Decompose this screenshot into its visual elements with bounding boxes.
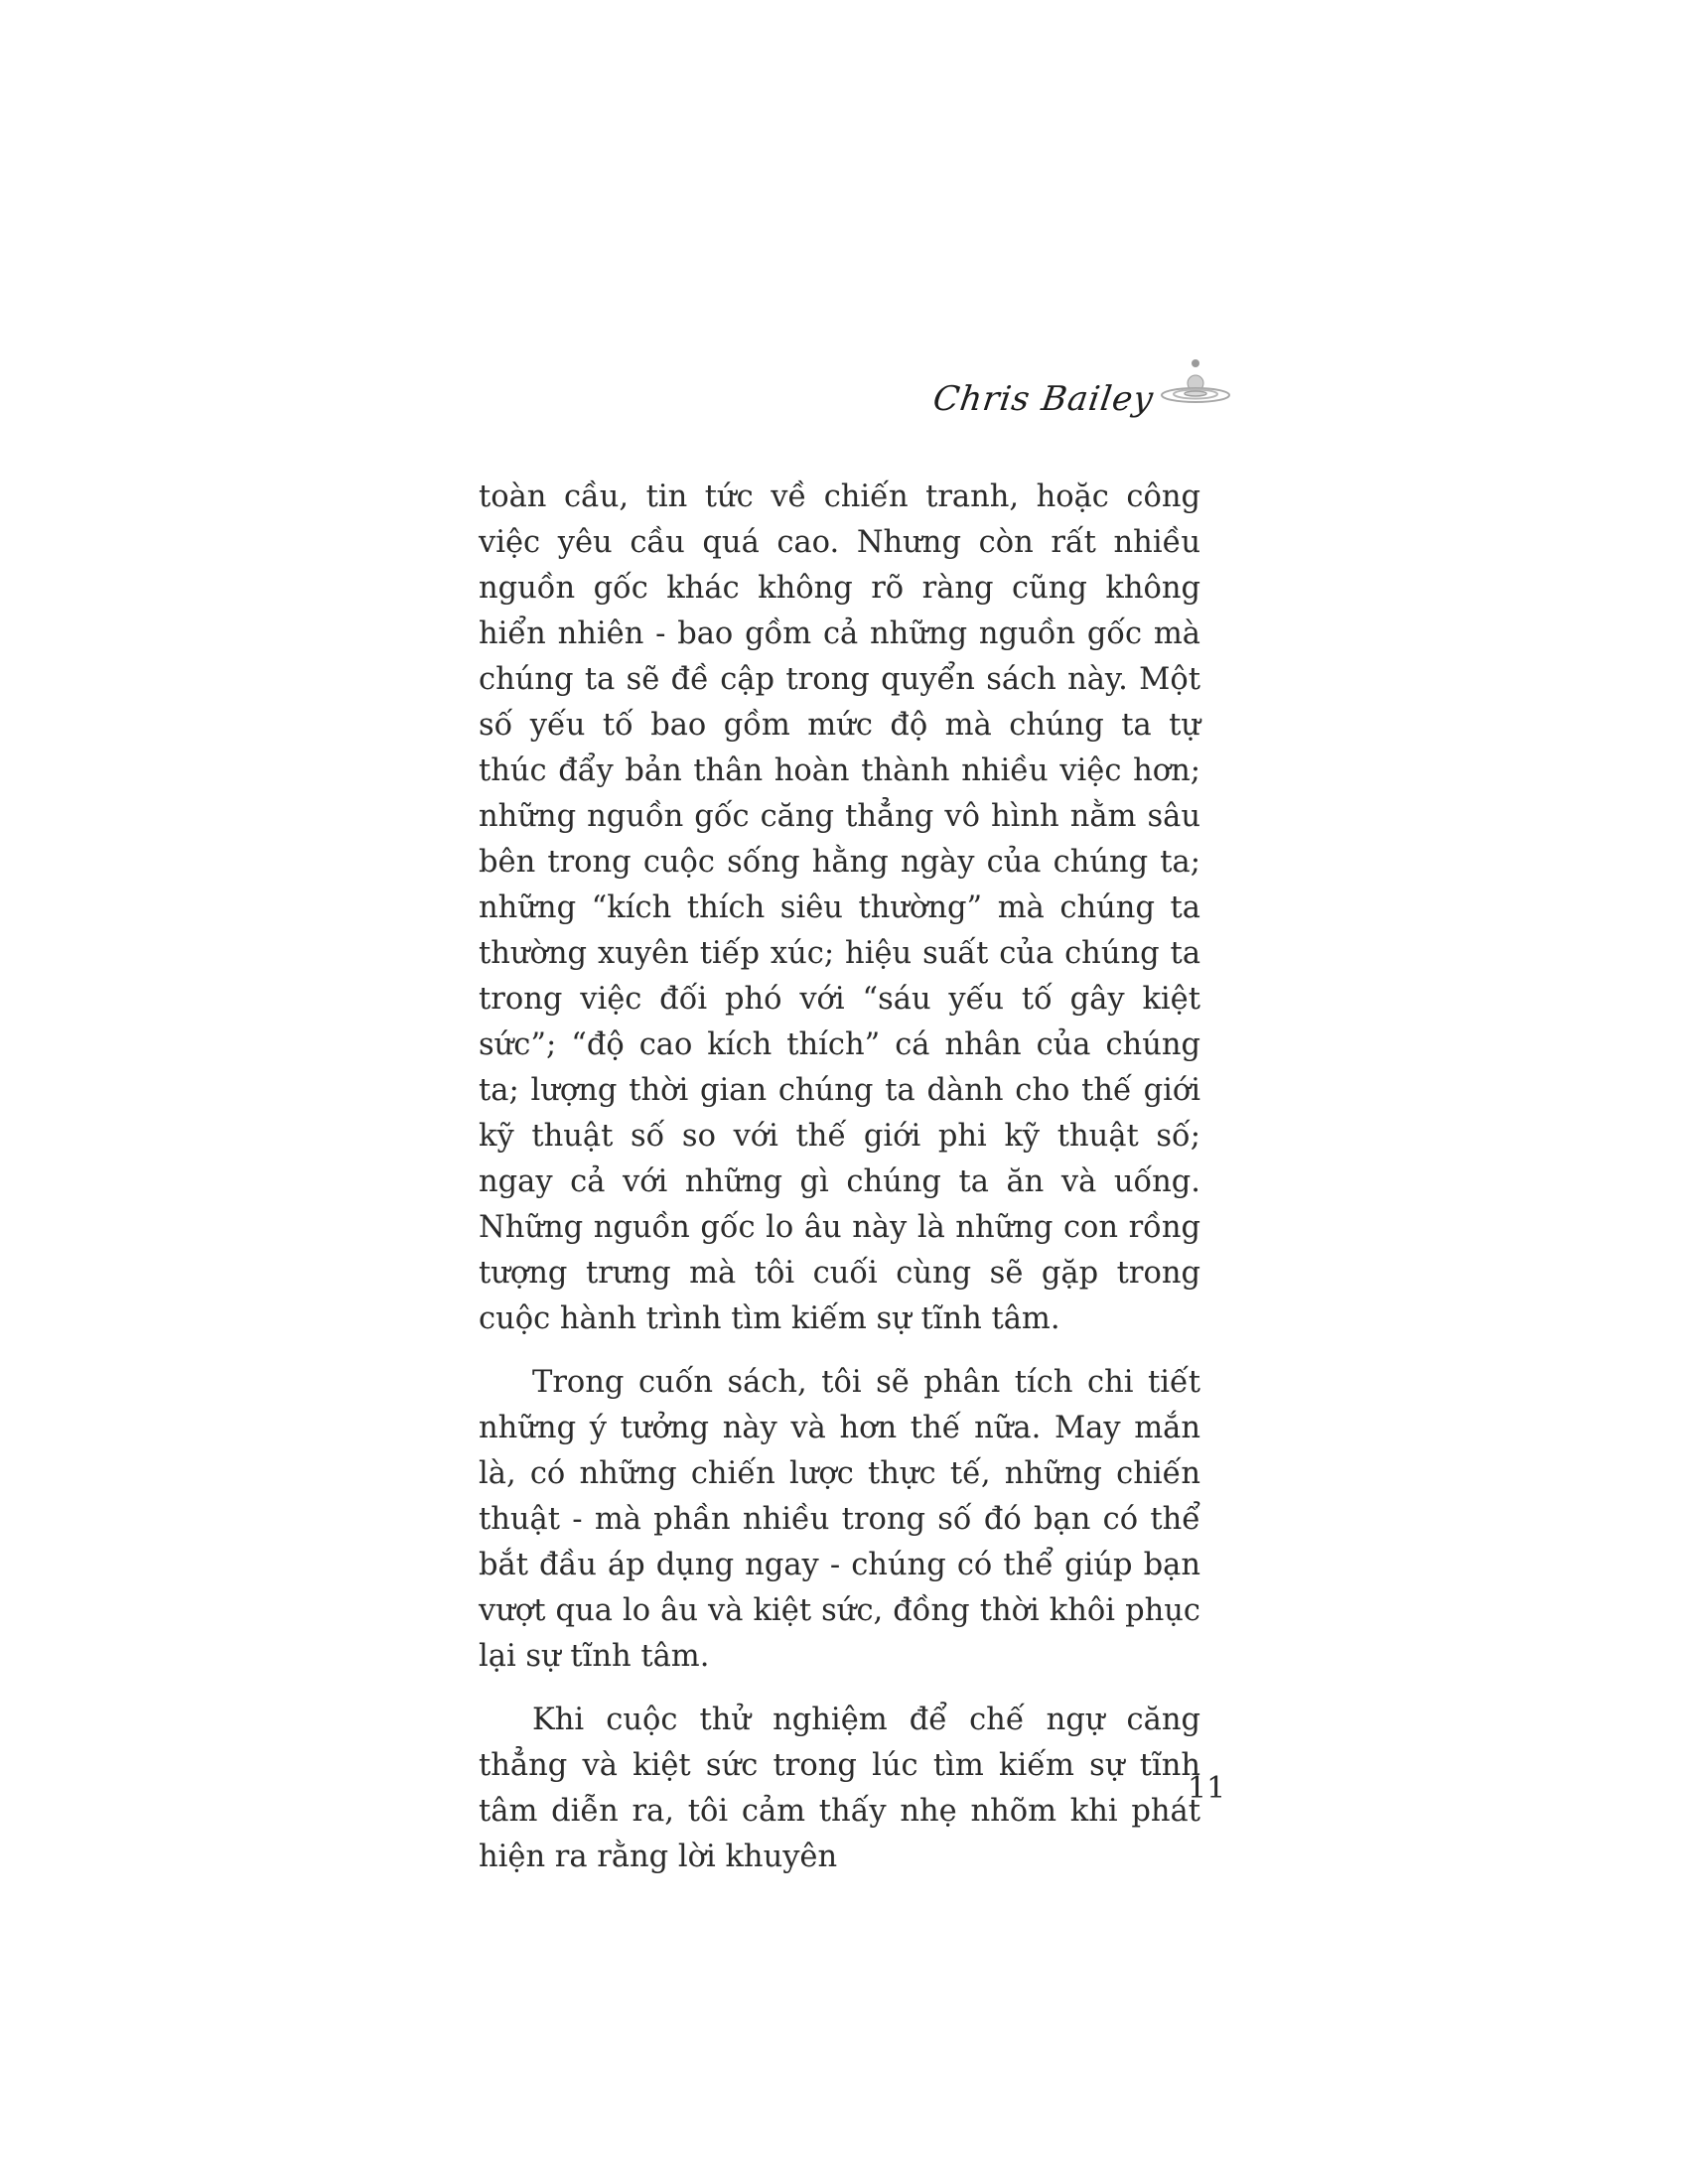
paragraph-2: Trong cuốn sách, tôi sẽ phân tích chi tiết những ý tưởng này và hơn thế nữa. May mắn là, có những chiến lược thực tế, những chiến thuật - mà phần nhiều trong số đó bạn có thể bắt đầu áp dụng ngay - chúng có thể giúp bạn vượt qua lo âu và kiệt sức, đồng thời khôi phục lại sự tĩnh tâm. [479,1365,1200,1674]
water-drop-ripple-icon [1160,357,1231,421]
paragraph-1: toàn cầu, tin tức về chiến tranh, hoặc công việc yêu cầu quá cao. Nhưng còn rất nhiều nguồn gốc khác không rõ ràng cũng không hiển nhiên - bao gồm cả những nguồn gốc mà chúng ta sẽ đề cập trong quyển sách này. Một số yếu tố bao gồm mức độ mà chúng ta tự thúc đẩy bản thân hoàn thành nhiều việc hơn; những nguồn gốc căng thẳng vô hình nằm sâu bên trong cuộc sống hằng ngày của chúng ta; những “kích thích siêu thường” mà chúng ta thường xuyên tiếp xúc; hiệu suất của chúng ta trong việc đối phó với “sáu yếu tố gây kiệt sức”; “độ cao kích thích” cá nhân của chúng ta; lượng thời gian chúng ta dành cho thế giới kỹ thuật số so với thế giới phi kỹ thuật số; ngay cả với những gì chúng ta ăn và uống. Những nguồn gốc lo âu này là những con rồng tượng trưng mà tôi cuối cùng sẽ gặp trong cuộc hành trình tìm kiếm sự tĩnh tâm. [479,479,1200,1336]
paragraph-3: Khi cuộc thử nghiệm để chế ngự căng thẳng và kiệt sức trong lúc tìm kiếm sự tĩnh tâm diễn ra, tôi cảm thấy nhẹ nhõm khi phát hiện ra rằng lời khuyên [479,1703,1200,1874]
author-name: Chris Bailey [930,379,1157,419]
body-text [479,475,1200,1898]
running-header [894,357,1231,447]
page-number: 11 [1188,1771,1226,1806]
